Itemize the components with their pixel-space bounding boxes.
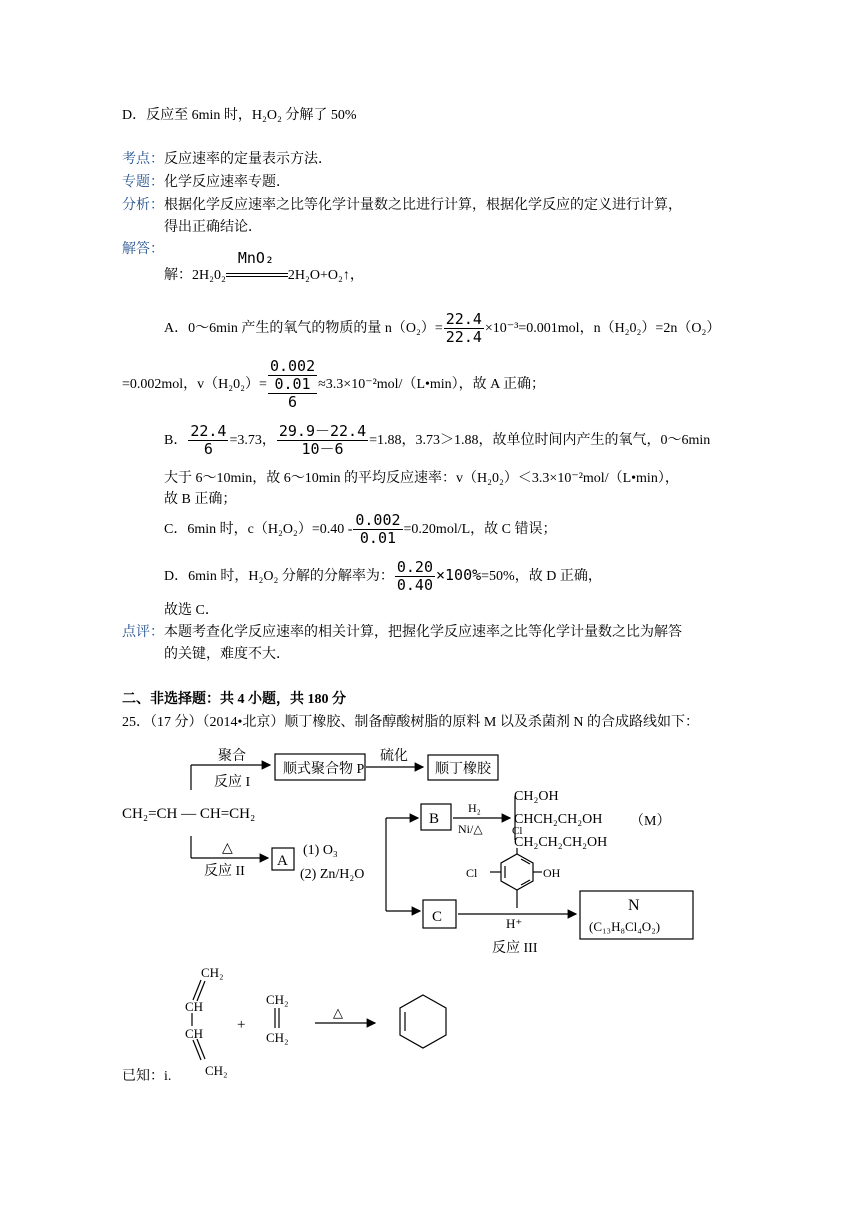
fenxi-text-2: 得出正确结论． xyxy=(164,220,262,235)
fenxi-line xyxy=(122,196,682,216)
a2-compound-fraction xyxy=(268,358,317,411)
butadiene: CH₂=CH — CH=CH₂ xyxy=(122,806,256,822)
m-line-2: CHCH₂CH₂OH xyxy=(514,812,603,827)
a2-frac-bottom: 6 xyxy=(288,393,298,412)
reaction-1-label: 反应 I xyxy=(214,775,251,790)
eq-reactant: 解：2H₂0₂ xyxy=(164,268,226,283)
b-frac-1-den: 6 xyxy=(203,440,213,459)
d-line-pre: D．6min 时，H₂O₂ 分解的分解率为： xyxy=(164,569,394,584)
c-line-post: =0.20mol/L，故 C 错误； xyxy=(403,522,557,537)
question-25: 25．（17 分）（2014•北京）顺丁橡胶、制备醇酸树脂的原料 M 以及杀菌剂 N 的合成路线如下： xyxy=(122,715,699,730)
ozone-step: (1) O₃ xyxy=(303,843,338,858)
eq-arrow xyxy=(226,249,288,286)
b-line-2: 大于 6～10min，故 6～10min 的平均反应速率：v（H₂0₂）＜3.3×10⁻²mol/（L•min）， xyxy=(164,471,679,486)
a-fraction-den: 22.4 xyxy=(445,328,482,347)
m-line-3: CH₂CH₂CH₂OH xyxy=(514,835,608,850)
dianping-line xyxy=(122,623,682,643)
zhuanti-label: 专题： xyxy=(122,175,164,190)
d-fraction xyxy=(395,559,435,594)
c-line-pre: C．6min 时，c（H₂O₂）=0.40 - xyxy=(164,522,353,537)
d-line xyxy=(164,557,602,595)
kaodian-line xyxy=(122,150,332,170)
fenxi-label: 分析： xyxy=(122,198,164,213)
c-fraction xyxy=(353,512,402,547)
b-line-1 xyxy=(164,423,710,459)
known-ethylene-ch2-bottom: CH₂ xyxy=(266,1030,289,1045)
choose-line: 故选 C． xyxy=(164,603,219,618)
heat-label: △ xyxy=(222,841,233,856)
cyclohexene-ring xyxy=(400,995,446,1048)
a-line-2-pre: =0.002mol，v（H₂0₂）= xyxy=(122,377,267,392)
hplus-label: H⁺ xyxy=(506,916,523,931)
cl-top: Cl xyxy=(512,825,523,837)
a2-frac-top: 0.002 xyxy=(269,357,316,376)
rubber-label: 顺丁橡胶 xyxy=(435,762,491,777)
a-line-1-post: ×10⁻³=0.001mol，n（H₂0₂）=2n（O₂） xyxy=(484,321,721,336)
a-line-2-post: ≈3.3×10⁻²mol/（L•min），故 A 正确； xyxy=(318,377,546,392)
kaodian-text: 反应速率的定量表示方法． xyxy=(164,152,332,167)
A-label: A xyxy=(277,853,288,869)
known-ethylene-ch2-top: CH₂ xyxy=(266,992,289,1007)
known-plus: + xyxy=(237,1017,246,1033)
decomposition-equation xyxy=(164,249,364,286)
a-line-2 xyxy=(122,356,545,414)
vulcanize-label: 硫化 xyxy=(380,749,408,764)
reaction-3-label: 反应 III xyxy=(492,941,538,956)
section-title: 二、非选择题：共 4 小题，共 180 分 xyxy=(122,692,346,707)
b-fraction-2 xyxy=(277,423,368,458)
d-line-post: =50%，故 D 正确， xyxy=(481,569,602,584)
option-d: D．反应至 6min 时，H₂O₂ 分解了 50% xyxy=(122,108,357,123)
h2-label: H₂ xyxy=(468,801,481,815)
known-heat: △ xyxy=(333,1005,343,1020)
kaodian-label: 考点： xyxy=(122,152,164,167)
known-ch-1: CH xyxy=(185,999,204,1014)
d-times-100: ×100% xyxy=(436,566,482,584)
zhuanti-line xyxy=(122,173,290,193)
b-frac-2-den: 10－6 xyxy=(301,440,344,459)
known-ch2-top: CH₂ xyxy=(201,965,224,980)
dianping-label: 点评： xyxy=(122,625,164,640)
b-fraction-1 xyxy=(188,423,228,458)
known-ch-2: CH xyxy=(185,1026,204,1041)
N-label: N xyxy=(628,897,640,914)
M-label: （M） xyxy=(630,814,671,829)
zhuanti-text: 化学反应速率专题． xyxy=(164,175,290,190)
cis-polymer-label: 顺式聚合物 P xyxy=(283,762,365,777)
oh-label: OH xyxy=(543,866,561,880)
d-frac-num: 0.20 xyxy=(396,558,433,577)
polymerize-label: 聚合 xyxy=(218,749,246,764)
b-frac-1-num: 22.4 xyxy=(190,422,227,441)
b-line-1-pre: B． xyxy=(164,433,188,448)
benzene-ring xyxy=(501,854,533,890)
a-line-1-pre: A．0～6min 产生的氧气的物质的量 n（O₂）= xyxy=(164,321,443,336)
synthesis-scheme xyxy=(118,738,718,960)
a-fraction-num: 22.4 xyxy=(445,310,482,329)
c-frac-num: 0.002 xyxy=(355,511,401,530)
a2-frac-mid: 0.01 xyxy=(268,376,317,394)
zn-step: (2) Zn/H₂O xyxy=(300,867,365,882)
known-reaction xyxy=(175,962,475,1087)
known-label: 已知：i. xyxy=(122,1069,172,1084)
C-label: C xyxy=(432,909,443,925)
jieda-label: 解答： xyxy=(122,242,164,257)
dianping-text: 本题考查化学反应速率的相关计算，把握化学反应速率之比等化学计量数之比为解答 xyxy=(164,625,682,640)
b-line-1-post: =1.88，3.73＞1.88，故单位时间内产生的氧气，0～6min xyxy=(369,433,711,448)
B-label: B xyxy=(429,811,440,827)
a-line-1 xyxy=(164,311,720,347)
b-line-3: 故 B 正确； xyxy=(164,492,237,507)
a-fraction xyxy=(444,311,484,346)
eq-catalyst: MnO₂ xyxy=(237,249,274,267)
reaction-2-label: 反应 II xyxy=(204,864,245,879)
d-frac-den: 0.40 xyxy=(396,576,433,595)
known-ch2-bottom: CH₂ xyxy=(205,1063,228,1078)
dianping-text-2: 的关键，难度不大． xyxy=(164,647,290,662)
ni-label: Ni/△ xyxy=(458,822,483,836)
eq-products: 2H₂O+O₂↑， xyxy=(287,268,364,283)
fenxi-text: 根据化学反应速率之比等化学计量数之比进行计算，根据化学反应的定义进行计算， xyxy=(164,198,682,213)
b-line-1-mid: =3.73， xyxy=(229,433,276,448)
m-line-1: CH₂OH xyxy=(514,789,559,804)
c-line xyxy=(164,512,557,548)
b-frac-2-num: 29.9－22.4 xyxy=(278,422,367,441)
cl-left: Cl xyxy=(466,866,478,880)
n-formula: (C₁₃H₈Cl₄O₂) xyxy=(589,919,661,934)
c-frac-den: 0.01 xyxy=(359,529,397,548)
